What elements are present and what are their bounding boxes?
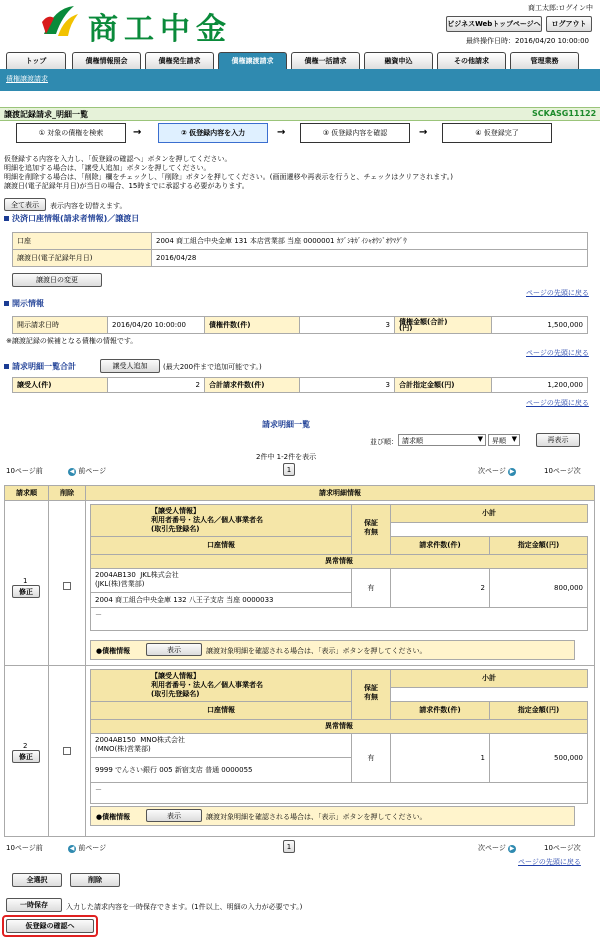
inner-guarantee-header: 保証 有無: [351, 504, 391, 555]
delete-button[interactable]: 削除: [70, 873, 120, 887]
col-detail: 請求明細情報: [85, 485, 595, 501]
delete-checkbox[interactable]: [63, 747, 71, 755]
next-page[interactable]: [478, 843, 516, 853]
row-order: 1: [23, 577, 28, 585]
prev-page[interactable]: [68, 466, 106, 476]
step-arrow-icon: →: [277, 127, 286, 138]
temp-save-note: 入力した請求内容を一時保存できます。(1件以上、明細の入力が必要です。): [66, 903, 303, 911]
settlement-heading: [4, 213, 139, 224]
recipient-account: 9999 でんさい銀行 005 新宿支店 普通 0000055: [90, 757, 352, 783]
screen-id: SCKASG11122: [532, 109, 597, 118]
select-all-button[interactable]: 全選択: [12, 873, 62, 887]
col-delete: 削除: [48, 485, 86, 501]
breadcrumb[interactable]: 債権譲渡請求: [6, 75, 48, 83]
disclosure-note: ※譲渡記録の候補となる債権の情報です。: [6, 337, 138, 345]
next-page[interactable]: [478, 466, 516, 476]
prev10-link[interactable]: 10ページ前: [6, 844, 43, 852]
settlement-heading-text: 決済口座情報(請求者情報)／譲渡日: [12, 214, 140, 223]
recipients-value: 2: [107, 377, 205, 393]
prev-arrow-icon: ◀: [69, 468, 75, 475]
disclosure-date-label: 開示請求日時: [12, 316, 108, 334]
tab-claim-inquiry[interactable]: 債権情報照会: [72, 52, 141, 69]
summary-heading-text: 請求明細一覧合計: [12, 362, 76, 371]
next10-link[interactable]: 10ページ次: [544, 844, 581, 852]
tab-management[interactable]: 管理業務: [510, 52, 579, 69]
next10-link[interactable]: 10ページ次: [544, 467, 581, 475]
instruction-line: 明細を追加する場合は、「譲受人追加」ボタンを押してください。: [4, 164, 211, 172]
sort-label: 並び順：: [370, 438, 398, 446]
bank-name: 商工中金: [88, 12, 232, 47]
recipient-account: 2004 商工組合中央金庫 132 八王子支店 当座 0000033: [90, 592, 352, 608]
claim-info-note: 譲渡対象明細を確認される場合は、「表示」ボタンを押してください。: [206, 647, 427, 655]
list-title: 請求明細一覧: [262, 420, 310, 429]
to-top-link[interactable]: ページの先頭に戻る: [518, 858, 581, 866]
disclosure-heading: [4, 298, 44, 309]
row-divider: [48, 500, 49, 666]
account-label: 口座: [12, 232, 152, 250]
guarantee-value: 有: [351, 733, 391, 783]
claim-count-value: 3: [299, 316, 395, 334]
designated-amount: 800,000: [489, 568, 588, 608]
logout-button[interactable]: ログアウト: [546, 16, 592, 32]
to-top-link[interactable]: ページの先頭に戻る: [526, 349, 589, 357]
temp-save-button[interactable]: 一時保存: [6, 898, 62, 912]
account-value: 2004 商工組合中央金庫 131 本店営業部 当座 0000001 ｶﾌﾞｼｷｶﾞｲｼｬｵｳｼﾞｵｳﾏｸﾞｳ: [151, 232, 588, 250]
inner-account-header: 口座情報: [90, 701, 352, 720]
step-arrow-icon: →: [133, 127, 142, 138]
inner-count-header: 請求件数(件): [390, 701, 490, 720]
claim-info-label: ●債権情報: [96, 813, 131, 821]
show-all-note: 表示内容を切替えます。: [50, 202, 127, 210]
show-all-button[interactable]: 全て表示: [4, 198, 46, 211]
page-number[interactable]: 1: [283, 840, 295, 853]
sort-select-value: 請求順: [402, 437, 423, 445]
claim-count-label: 債権件数(件): [204, 316, 300, 334]
next-arrow-icon: ▶: [509, 845, 515, 852]
guarantee-value: 有: [351, 568, 391, 608]
chevron-down-icon: ▼: [477, 435, 483, 443]
step-3: ③ 仮登録内容を確認: [300, 123, 410, 143]
top-page-button[interactable]: ビジネスWebトップページへ: [446, 16, 542, 32]
last-operation: 最終操作日時：2016/04/20 10:00:00: [466, 37, 590, 45]
fix-button[interactable]: 修正: [12, 750, 40, 763]
logo: [40, 4, 80, 40]
order-select[interactable]: [488, 434, 520, 446]
inner-subtotal-header: 小計: [390, 669, 588, 688]
prev-arrow-icon: ◀: [69, 845, 75, 852]
square-bullet-icon: [4, 216, 9, 221]
claim-amount-label: 債権金額(合計) (円): [394, 316, 492, 334]
designated-amount: 500,000: [489, 733, 588, 783]
instruction-line: 仮登録する内容を入力し、「仮登録の確認へ」ボタンを押してください。: [4, 155, 232, 163]
inner-recipient-header: 【譲受人情報】 利用者番号・法人名／個人事業者名 (取引先登録名): [90, 504, 352, 537]
row-divider: [85, 500, 86, 666]
prev10-link[interactable]: 10ページ前: [6, 467, 43, 475]
tab-bulk-request[interactable]: 債権一括請求: [291, 52, 360, 69]
claim-info-label: ●債権情報: [96, 647, 131, 655]
transfer-date-value: 2016/04/28: [151, 249, 588, 267]
brand-mark-icon: [40, 4, 80, 40]
error-info: －: [90, 607, 588, 631]
instruction-line: 譲渡日(電子記録年月日)が当日の場合、15時までに承認する必要があります。: [4, 182, 249, 190]
requests-label: 合計請求件数(件): [204, 377, 300, 393]
fix-button[interactable]: 修正: [12, 585, 40, 598]
transfer-date-label: 譲渡日(電子記録年月日): [12, 249, 152, 267]
prev-page-label: 前ページ: [78, 844, 107, 852]
page-number[interactable]: 1: [283, 463, 295, 476]
page-title: 譲渡記録請求_明細一覧: [4, 110, 88, 119]
inner-subtotal-header: 小計: [390, 504, 588, 523]
to-top-link[interactable]: ページの先頭に戻る: [526, 289, 589, 297]
inner-guarantee-header: 保証 有無: [351, 669, 391, 720]
recipient-name: 2004AB130 JKL株式会社 (JKL(株)営業部): [90, 568, 352, 593]
requests-value: 3: [299, 377, 395, 393]
request-count: 1: [390, 733, 490, 783]
inner-error-header: 異常情報: [90, 554, 588, 569]
tab-financing[interactable]: 融資申込: [364, 52, 433, 69]
result-count: 2件中 1-2件を表示: [256, 453, 317, 461]
next-page-label: 次ページ: [478, 844, 506, 852]
error-info: －: [90, 782, 588, 804]
total-amount-value: 1,200,000: [491, 377, 588, 393]
add-recipient-button[interactable]: 譲受人追加: [100, 359, 160, 373]
tab-claim-issue[interactable]: 債権発生請求: [145, 52, 214, 69]
tab-claim-transfer[interactable]: 債権譲渡請求: [218, 52, 287, 69]
recipients-label: 譲受人(件): [12, 377, 108, 393]
inner-recipient-header: 【譲受人情報】 利用者番号・法人名／個人事業者名 (取引先登録名): [90, 669, 352, 702]
step-2: ② 仮登録内容を入力: [158, 123, 268, 143]
tab-other-request[interactable]: その他請求: [437, 52, 506, 69]
delete-checkbox[interactable]: [63, 582, 71, 590]
recipient-name: 2004AB150 MNO株式会社 (MNO(株)営業部): [90, 733, 352, 758]
inner-amount-header: 指定金額(円): [489, 536, 588, 555]
instruction-line: 明細を削除する場合は、「削除」欄をチェックし、「削除」ボタンを押してください。(画面遷移や再表示を行うと、チェックはクリアされます。): [4, 173, 453, 181]
inner-account-header: 口座情報: [90, 536, 352, 555]
step-arrow-icon: →: [419, 127, 428, 138]
subnav-bar: [0, 69, 600, 91]
title-bar: [0, 107, 600, 121]
next-page-label: 次ページ: [478, 467, 506, 475]
col-order: 請求順: [4, 485, 49, 501]
to-top-link[interactable]: ページの先頭に戻る: [526, 399, 589, 407]
claim-info-note: 譲渡対象明細を確認される場合は、「表示」ボタンを押してください。: [206, 813, 427, 821]
user-status: 商工太郎:ログイン中: [528, 4, 594, 12]
row-divider: [85, 665, 86, 837]
request-count: 2: [390, 568, 490, 608]
total-amount-label: 合計指定金額(円): [394, 377, 492, 393]
redisplay-button[interactable]: 再表示: [536, 433, 580, 447]
row-order: 2: [23, 742, 28, 750]
claim-show-button[interactable]: 表示: [146, 809, 202, 822]
sort-select[interactable]: [398, 434, 486, 446]
step-1: ① 対象の債権を検索: [16, 123, 126, 143]
confirm-button[interactable]: 仮登録の確認へ: [6, 919, 94, 933]
inner-error-header: 異常情報: [90, 719, 588, 734]
step-4: ④ 仮登録完了: [442, 123, 552, 143]
chevron-down-icon: ▼: [511, 435, 517, 443]
square-bullet-icon: [4, 301, 9, 306]
square-bullet-icon: [4, 364, 9, 369]
next-arrow-icon: ▶: [509, 468, 515, 475]
add-recipient-note: (最大200件まで追加可能です。): [163, 363, 262, 371]
prev-page-label: 前ページ: [78, 467, 107, 475]
summary-heading: [4, 361, 76, 372]
row-divider: [48, 665, 49, 837]
inner-amount-header: 指定金額(円): [489, 701, 588, 720]
disclosure-heading-text: 開示情報: [12, 299, 44, 308]
disclosure-date-value: 2016/04/20 10:00:00: [107, 316, 205, 334]
change-date-button[interactable]: 譲渡日の変更: [12, 273, 102, 287]
claim-amount-value: 1,500,000: [491, 316, 588, 334]
claim-show-button[interactable]: 表示: [146, 643, 202, 656]
order-select-value: 昇順: [492, 437, 506, 445]
prev-page[interactable]: [68, 843, 106, 853]
tab-top[interactable]: トップ: [6, 52, 66, 69]
inner-count-header: 請求件数(件): [390, 536, 490, 555]
